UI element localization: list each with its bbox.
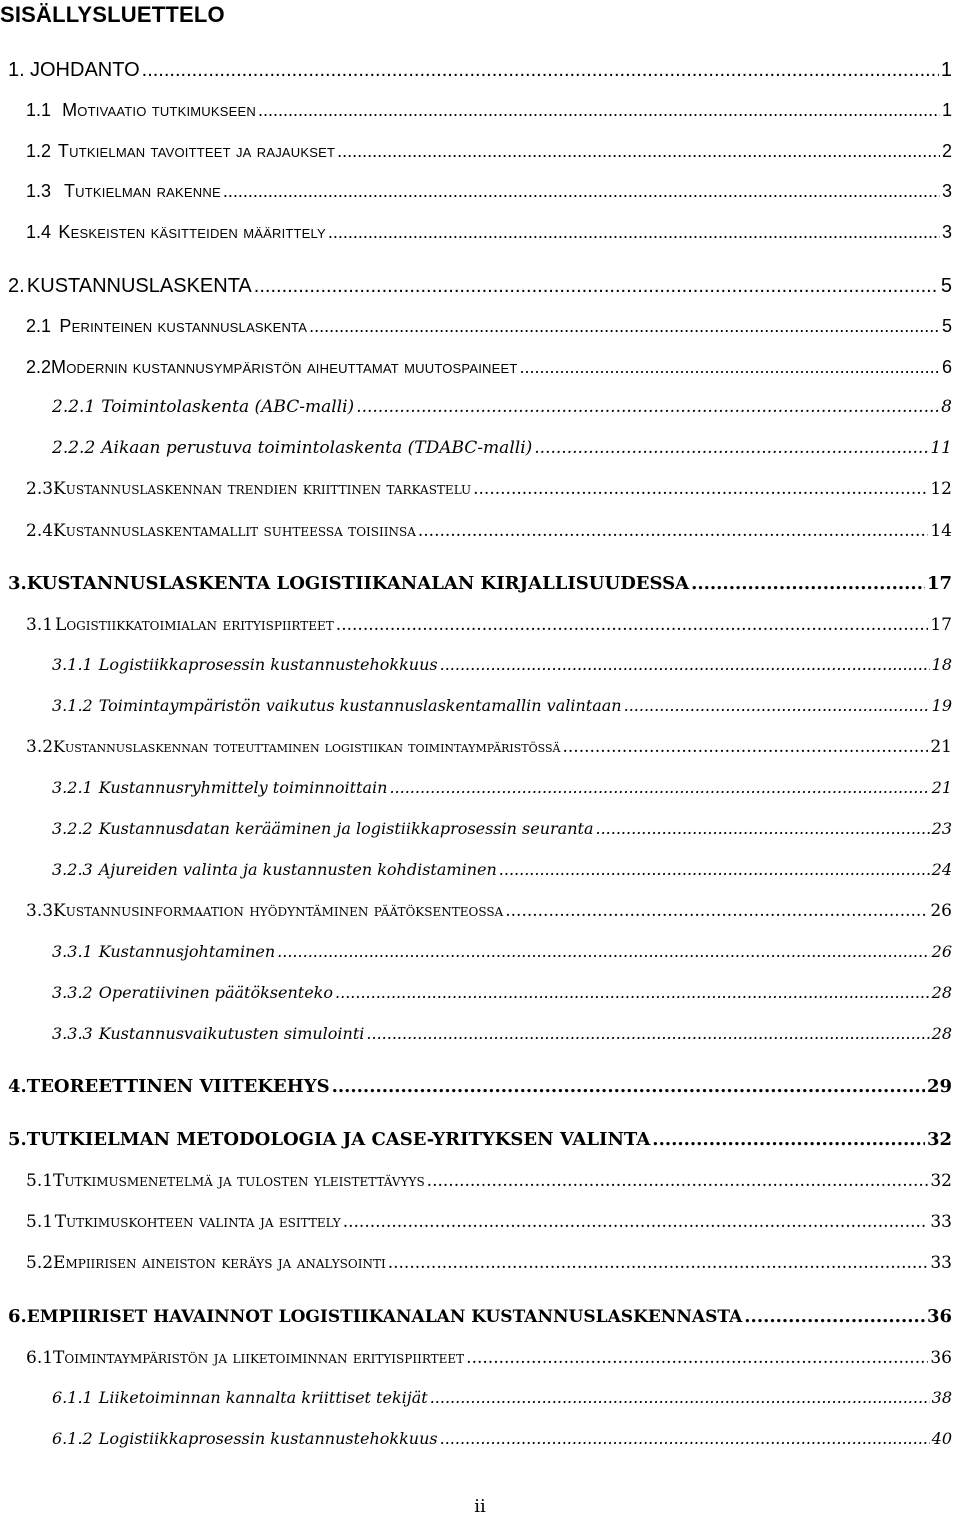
toc-entry-subsection[interactable]	[52, 1431, 952, 1447]
toc-entry-section[interactable]	[26, 523, 952, 540]
toc-entry-section[interactable]	[26, 1255, 952, 1272]
toc-entry-section[interactable]	[26, 223, 952, 241]
toc-entry-page: 38	[931, 1388, 952, 1407]
toc-entry-number: 1.1	[26, 100, 52, 120]
toc-entry-title: Toimintaympäristön vaikutus kustannuslaskentamallin valintaan	[98, 696, 622, 715]
toc-entry-number: 2.3	[26, 479, 54, 499]
toc-entry-subsection[interactable]	[52, 399, 952, 416]
toc-leader-dots	[596, 821, 930, 837]
toc-entry-section[interactable]	[26, 182, 952, 200]
toc-entry-title: Logistiikkaprosessin kustannustehokkuus	[98, 655, 438, 674]
toc-entry-subsection[interactable]	[52, 821, 952, 837]
toc-entry-page: 1	[940, 59, 952, 81]
toc-entry-number: 2.4	[26, 521, 54, 541]
toc-entry-number: 3.3.3	[52, 1024, 93, 1043]
toc-entry-title: Kustannusinformaation hyödyntäminen päätöksenteossa	[53, 901, 504, 921]
toc-entry-page: 28	[931, 983, 952, 1002]
toc-entry-number: 4.	[8, 1076, 27, 1097]
toc-entry-section[interactable]	[26, 481, 952, 498]
toc-entry-title: Kustannuslaskennan trendien kriittinen tarkastelu	[53, 479, 472, 499]
toc-entry-title: Operatiivinen päätöksenteko	[98, 983, 334, 1002]
toc-entry-number: 6.1.2	[52, 1429, 93, 1448]
toc-entry-title: Kustannusryhmittely toiminnoittain	[98, 778, 388, 797]
toc-leader-dots	[142, 60, 939, 80]
toc-entry-chapter[interactable]	[8, 60, 952, 80]
toc-entry-number: 1.3	[26, 181, 52, 201]
toc-leader-dots	[389, 780, 929, 796]
toc-leader-dots	[534, 440, 928, 457]
toc-entry-title: TUTKIELMAN METODOLOGIA JA CASE-YRITYKSEN VALINTA	[26, 1129, 651, 1150]
toc-entry-page: 1	[941, 100, 952, 120]
toc-entry-page: 32	[926, 1129, 952, 1150]
toc-entry-number: 1.2	[26, 141, 52, 161]
toc-entry-number: 1.4	[26, 222, 52, 242]
toc-leader-dots	[473, 481, 928, 498]
toc-entry-section[interactable]	[26, 358, 952, 376]
toc-entry-page: 5	[941, 316, 952, 336]
toc-entry-chapter[interactable]	[8, 1131, 952, 1149]
toc-entry-page: 17	[930, 615, 952, 635]
toc-entry-page: 23	[931, 819, 952, 838]
toc-entry-title: Tutkielman tavoitteet ja rajaukset	[57, 141, 336, 161]
toc-leader-dots	[427, 1173, 929, 1190]
toc-entry-page: 33	[930, 1253, 952, 1273]
toc-entry-title: Kustannusjohtaminen	[98, 942, 276, 961]
toc-entry-title: Toimintaympäristön ja liiketoiminnan erityispiirteet	[53, 1348, 465, 1368]
toc-entry-title: Kustannuslaskentamallit suhteessa toisiinsa	[53, 521, 416, 541]
toc-leader-dots	[388, 1255, 929, 1272]
toc-leader-dots	[466, 1350, 928, 1367]
toc-entry-page: 11	[930, 438, 952, 458]
toc-entry-number: 5.2	[26, 1253, 54, 1273]
toc-leader-dots	[328, 223, 940, 241]
toc-entry-title: Kustannusvaikutusten simulointi	[98, 1024, 365, 1043]
toc-entry-page: 29	[926, 1076, 952, 1097]
toc-entry-page: 12	[930, 479, 952, 499]
toc-entry-title: Tutkimusmenetelmä ja tulosten yleistettävyys	[53, 1171, 425, 1191]
toc-entry-chapter[interactable]	[8, 276, 952, 296]
toc-leader-dots	[744, 1308, 925, 1326]
toc-entry-title: Logistiikkatoimialan erityispiirteet	[55, 615, 334, 635]
toc-entry-page: 40	[931, 1429, 952, 1448]
toc-entry-title: Liiketoiminnan kannalta kriittiset tekijät	[98, 1388, 428, 1407]
toc-entry-number: 6.	[8, 1306, 27, 1327]
toc-entry-section[interactable]	[26, 1173, 952, 1190]
toc-entry-page: 14	[930, 521, 952, 541]
toc-leader-dots	[309, 317, 940, 335]
toc-entry-page: 21	[930, 737, 952, 757]
toc-leader-dots	[356, 399, 939, 416]
toc-leader-dots	[430, 1390, 930, 1406]
toc-entry-number: 6.1	[26, 1348, 54, 1368]
toc-entry-title: TEOREETTINEN VIITEKEHYS	[26, 1076, 330, 1097]
toc-entry-title: Keskeisten käsitteiden määrittely	[58, 222, 326, 242]
toc-entry-subsection[interactable]	[52, 1390, 952, 1406]
toc-leader-dots	[258, 101, 940, 119]
toc-entry-page: 17	[926, 573, 952, 594]
toc-entry-subsection[interactable]	[52, 657, 952, 673]
toc-entry-page: 26	[931, 942, 952, 961]
toc-leader-dots	[624, 698, 930, 714]
toc-entry-section[interactable]	[26, 101, 952, 119]
toc-entry-section[interactable]	[26, 1214, 952, 1231]
toc-entry-number: 2.2.1	[52, 397, 96, 417]
toc-entry-number: 3.2	[26, 737, 54, 757]
toc-entry-page: 6	[941, 357, 952, 377]
toc-entry-section[interactable]	[26, 317, 952, 335]
toc-entry-number: 3.	[8, 573, 27, 594]
toc-entry-title: Perinteinen kustannuslaskenta	[59, 316, 308, 336]
toc-entry-page: 3	[941, 222, 952, 242]
toc-entry-number: 3.1.2	[52, 696, 93, 715]
toc-entry-title: Logistiikkaprosessin kustannustehokkuus	[98, 1429, 438, 1448]
toc-entry-page: 33	[930, 1212, 952, 1232]
toc-entry-page: 18	[931, 655, 952, 674]
toc-leader-dots	[332, 1078, 925, 1096]
toc-entry-number: 3.3.1	[52, 942, 93, 961]
toc-entry-page: 3	[941, 181, 952, 201]
toc-entry-number: 3.2.1	[52, 778, 93, 797]
toc-leader-dots	[277, 944, 929, 960]
toc-leader-dots	[691, 575, 925, 593]
toc-entry-number: 2.2.2	[52, 438, 96, 458]
toc-entry-subsection[interactable]	[52, 985, 952, 1001]
toc-entry-title: KUSTANNUSLASKENTA LOGISTIIKANALAN KIRJALLISUUDESSA	[26, 573, 690, 594]
toc-entry-page: 32	[930, 1171, 952, 1191]
toc-entry-title: KUSTANNUSLASKENTA	[26, 275, 252, 297]
toc-entry-title: Toimintolaskenta (ABC-malli)	[101, 397, 355, 417]
toc-entry-page: 5	[940, 275, 952, 297]
toc-leader-dots	[652, 1131, 925, 1149]
toc-entry-subsection[interactable]	[52, 440, 952, 457]
toc-leader-dots	[223, 182, 940, 200]
toc-leader-dots	[335, 985, 930, 1001]
toc-entry-page: 2	[941, 141, 952, 161]
toc-entry-page: 19	[931, 696, 952, 715]
toc-entry-section[interactable]	[26, 903, 952, 920]
toc-entry-number: 2.1	[26, 316, 52, 336]
toc-entry-chapter[interactable]	[8, 1078, 952, 1096]
toc-entry-subsection[interactable]	[52, 698, 952, 714]
toc-entry-number: 1.	[8, 59, 25, 81]
toc-entry-number: 2.2	[26, 357, 52, 377]
toc-entry-page: 36	[930, 1348, 952, 1368]
page-title: SISÄLLYSLUETTELO	[0, 2, 225, 27]
toc-entry-number: 3.1.1	[52, 655, 93, 674]
toc-entry-subsection[interactable]	[52, 1026, 952, 1042]
toc-entry-section[interactable]	[26, 739, 952, 756]
toc-leader-dots	[343, 1214, 929, 1231]
toc-entry-number: 3.3	[26, 901, 54, 921]
toc-entry-page: 26	[930, 901, 952, 921]
toc-entry-number: 6.1.1	[52, 1388, 93, 1407]
toc-entry-number: 3.2.2	[52, 819, 93, 838]
toc-entry-title: Kustannusdatan kerääminen ja logistiikkaprosessin seuranta	[98, 819, 594, 838]
toc-leader-dots	[440, 657, 930, 673]
toc-entry-chapter[interactable]	[8, 575, 952, 593]
toc-leader-dots	[337, 142, 940, 160]
toc-entry-title: Kustannuslaskennan toteuttaminen logistiikan toimintaympäristössä	[53, 737, 561, 756]
toc-entry-section[interactable]	[26, 617, 952, 634]
toc-entry-title: JOHDANTO	[30, 59, 140, 81]
toc-entry-number: 5.	[8, 1129, 27, 1150]
toc-leader-dots	[499, 862, 930, 878]
toc-entry-number: 3.2.3	[52, 860, 93, 879]
toc-leader-dots	[440, 1431, 930, 1447]
toc-leader-dots	[254, 276, 939, 296]
toc-entry-section[interactable]	[26, 142, 952, 160]
toc-leader-dots	[336, 617, 929, 634]
toc-entry-number: 5.1	[26, 1171, 54, 1191]
toc-entry-number: 3.3.2	[52, 983, 93, 1002]
toc-entry-title: Ajureiden valinta ja kustannusten kohdistaminen	[98, 860, 497, 879]
toc-entry-title: Empiirisen aineiston keräys ja analysointi	[53, 1253, 386, 1273]
toc-entry-title: Tutkimuskohteen valinta ja esittely	[54, 1212, 341, 1232]
toc-leader-dots	[520, 358, 940, 376]
page-number: ii	[474, 1496, 486, 1517]
toc-entry-section[interactable]	[26, 1350, 952, 1367]
toc-entry-title: EMPIIRISET HAVAINNOT LOGISTIIKANALAN KUSTANNUSLASKENNASTA	[26, 1307, 743, 1327]
toc-entry-number: 3.1	[26, 615, 54, 635]
toc-entry-title: Modernin kustannusympäristön aiheuttamat muutospaineet	[51, 357, 518, 377]
toc-entry-subsection[interactable]	[52, 862, 952, 878]
toc-entry-title: Motivaatio tutkimukseen	[62, 100, 256, 120]
toc-entry-subsection[interactable]	[52, 780, 952, 796]
toc-leader-dots	[505, 903, 928, 920]
toc-entry-page: 8	[941, 397, 952, 417]
toc-entry-chapter[interactable]	[8, 1308, 952, 1326]
toc-leader-dots	[562, 739, 928, 756]
toc-entry-number: 2.	[8, 275, 25, 297]
toc-leader-dots	[418, 523, 929, 540]
toc-entry-title: Aikaan perustuva toimintolaskenta (TDABC-malli)	[101, 438, 533, 458]
toc-entry-page: 28	[931, 1024, 952, 1043]
toc-entry-subsection[interactable]	[52, 944, 952, 960]
toc-entry-title: Tutkielman rakenne	[63, 181, 221, 201]
toc-leader-dots	[366, 1026, 929, 1042]
toc-entry-page: 24	[931, 860, 952, 879]
toc-entry-page: 36	[926, 1306, 952, 1327]
toc-entry-number: 5.1	[26, 1212, 54, 1232]
toc-entry-page: 21	[931, 778, 952, 797]
